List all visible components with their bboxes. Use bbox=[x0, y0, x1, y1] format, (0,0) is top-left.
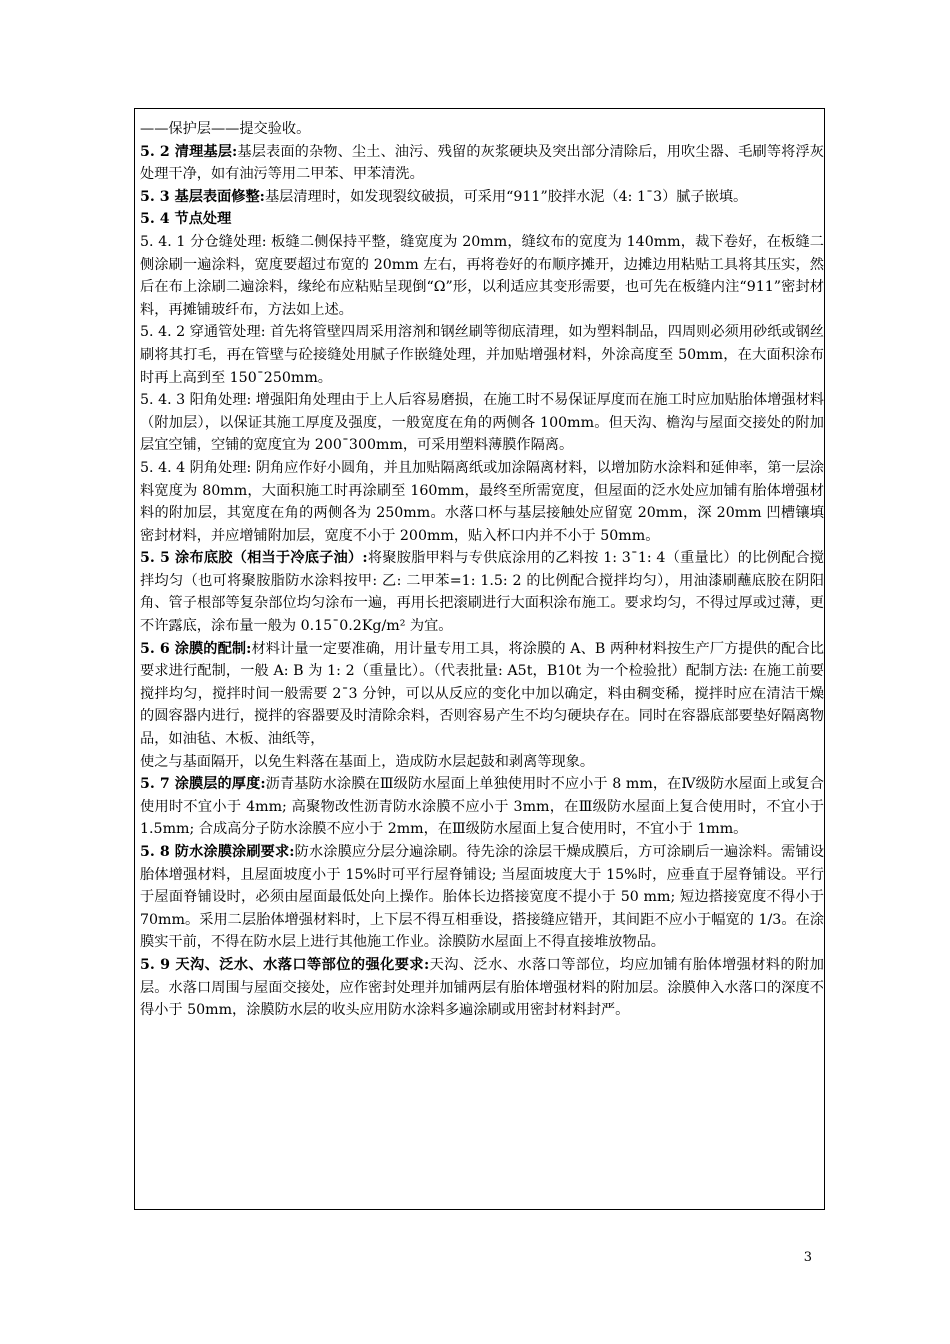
paragraph bbox=[140, 231, 824, 321]
paragraph bbox=[140, 208, 824, 231]
section-heading: 5. 2 清理基层: bbox=[140, 143, 238, 160]
paragraph bbox=[140, 638, 824, 751]
paragraph-text: ——保护层——提交验收。 bbox=[140, 121, 311, 137]
section-heading: 5. 4 节点处理 bbox=[140, 211, 232, 228]
paragraph-text: 5. 4. 1 分仓缝处理: 板缝二侧保持平整，缝宽度为 20mm，缝纹布的宽度为 140mm，裁下卷好，在板缝二侧涂刷一遍涂料，宽度要超过布宽的 20mm 左右，再将卷好的布顺序摊开，边摊边用粘贴工具将其压实，然后在布上涂刷二遍涂料，缘纶布应粘贴呈现倒“Ω”形，以利适应其变形需要，也可先在板缝内注“911”密封材料，再摊铺玻纤布，方法如上述。 bbox=[140, 233, 824, 318]
section-heading: 5. 9 天沟、泛水、水落口等部位的强化要求: bbox=[140, 956, 430, 973]
section-heading: 5. 6 涂膜的配制: bbox=[140, 640, 252, 657]
paragraph-text: 5. 4. 2 穿通管处理: 首先将管壁四周采用溶剂和钢丝刷等彻底清理，如为塑料制品，四周则必须用砂纸或钢丝刷将其打毛，再在管壁与砼接缝处用腻子作嵌缝处理，并加贴增强材料，外涂高度至 50mm，在大面积涂布时再上高到至 150¯250mm。 bbox=[140, 324, 824, 386]
paragraph bbox=[140, 141, 824, 186]
paragraph-text: 防水涂膜应分层分遍涂刷。待先涂的涂层干燥成膜后，方可涂刷后一遍涂料。需铺设胎体增强材料，且屋面坡度小于 15%时可平行屋脊铺设; 当屋面坡度大于 15%时，应垂直于屋脊铺设。平行于屋面脊铺设时，必须由屋面最低处向上操作。胎体长边搭接宽度不提小于 50 mm; 短边搭接宽度不得小于 70mm。采用二层胎体增强材料时，上下层不得互相垂设，搭接缝应错开，其间距不应小于幅宽的 1/3。在涂膜实干前，不得在防水层上进行其他施工作业。涂膜防水屋面上不得直接堆放物品。 bbox=[140, 844, 824, 951]
paragraph bbox=[140, 751, 824, 774]
paragraph bbox=[140, 954, 824, 1022]
paragraph bbox=[140, 773, 824, 841]
paragraph-text: 将聚胺脂甲料与专供底涂用的乙料按 1: 3¯1: 4（重量比）的比例配合搅拌均匀（也可将聚胺脂防水涂料按甲: 乙: 二甲苯=1: 1.5: 2 的比例配合搅拌均匀），用油漆刷蘸底胶在阴阳角、管子根部等复杂部位均匀涂布一遍，再用长把滚刷进行大面积涂布施工。要求均匀，不得过厚或过薄，更不许露底，涂布量一般为 0.15¯0.2Kg/m² 为宜。 bbox=[140, 550, 824, 635]
paragraph bbox=[140, 186, 824, 209]
section-heading: 5. 7 涂膜层的厚度: bbox=[140, 776, 266, 793]
section-heading: 5. 8 防水涂膜涂刷要求: bbox=[140, 844, 295, 860]
paragraph bbox=[140, 321, 824, 389]
paragraph-text: 材料计量一定要准确，用计量专用工具，将涂膜的 A、B 两种材料按生产厂方提供的配合比要求进行配制，一般 A: B 为 1: 2（重量比）。（代表批量: A5t，B10t 为一个检验批）配制方法: 在施工前要搅拌均匀，搅拌时间一般需要 2¯3 分钟，可以从反应的变化中加以确定，料由稠变稀，搅拌时应在清洁干燥的圆容器内进行，搅拌的容器要及时清除余料，否则容易产生不均匀硬块存在。同时在容器底部要垫好隔离物品，如油毡、木板、油纸等， bbox=[140, 640, 824, 748]
paragraph bbox=[140, 457, 824, 547]
paragraph-text: 使之与基面隔开，以免生料落在基面上，造成防水层起鼓和剥离等现象。 bbox=[140, 753, 595, 770]
paragraph bbox=[140, 841, 824, 954]
paragraph-text: 基层表面的杂物、尘土、油污、残留的灰浆硬块及突出部分清除后，用吹尘器、毛刷等将浮灰处理干净，如有油污等用二甲苯、甲苯清洗。 bbox=[140, 143, 824, 183]
paragraph bbox=[140, 389, 824, 457]
document-body bbox=[140, 118, 824, 1022]
section-heading: 5. 3 基层表面修整: bbox=[140, 188, 265, 205]
paragraph-text: 基层清理时，如发现裂纹破损，可采用“911”胶拌水泥（4: 1¯3）腻子嵌填。 bbox=[264, 188, 748, 205]
paragraph bbox=[140, 118, 824, 141]
paragraph-text: 5. 4. 4 阴角处理: 阴角应作好小圆角，并且加贴隔离纸或加涂隔离材料，以增加防水涂料和延伸率，第一层涂料宽度为 80mm，大面积施工时再涂刷至 160mm，最终至所需宽度，但屋面的泛水处应加铺有胎体增强材料的附加层，其宽度在角的两侧各为 250mm。水落口杯与基层接触处应留宽 20mm，深 20mm 凹槽镶填密封材料，并应增铺附加层，宽度不小于 200mm，贴入杯口内并不小于 50mm。 bbox=[140, 459, 824, 544]
section-heading: 5. 5 涂布底胶（相当于冷底子油）: bbox=[140, 550, 368, 567]
paragraph-text: 5. 4. 3 阳角处理: 增强阳角处理由于上人后容易磨损，在施工时不易保证厚度而在施工时应加贴胎体增强材料（附加层），以保证其施工厚度及强度，一般宽度在角的两侧各 100mm。但天沟、檐沟与屋面交接处的附加层宜空铺，空铺的宽度宜为 200¯300mm，可采用塑料薄膜作隔离。 bbox=[140, 392, 824, 454]
paragraph-text: 天沟、泛水、水落口等部位，均应加铺有胎体增强材料的附加层。水落口周围与屋面交接处，应作密封处理并加铺两层有胎体增强材料的附加层。涂膜伸入水落口的深度不得小于 50mm，涂膜防水层的收头应用防水涂料多遍涂刷或用密封材料封严。 bbox=[140, 956, 824, 1019]
page-number: 3 bbox=[803, 1250, 812, 1265]
paragraph-text: 沥青基防水涂膜在Ⅲ级防水屋面上单独使用时不应小于 8 mm，在Ⅳ级防水屋面上或复合使用时不宜小于 4mm; 高聚物改性沥青防水涂膜不应小于 3mm，在Ⅲ级防水屋面上复合使用时，不宜小于 1.5mm; 合成高分子防水涂膜不应小于 2mm，在Ⅲ级防水屋面上复合使用时，不宜小于 1mm。 bbox=[140, 776, 824, 838]
paragraph bbox=[140, 547, 824, 637]
